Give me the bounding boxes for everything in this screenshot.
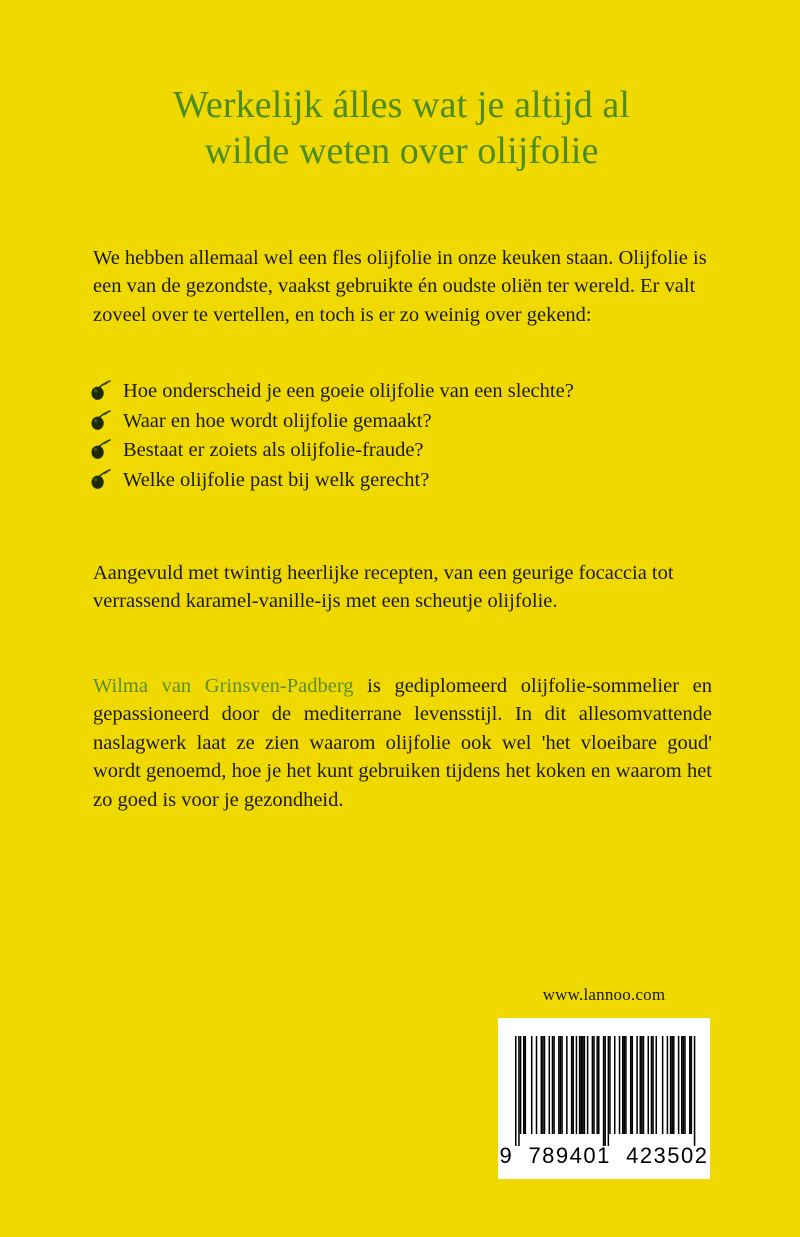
author-name: Wilma van Grinsven-Padberg	[93, 674, 354, 697]
list-item	[88, 466, 728, 494]
author-bio-paragraph	[93, 672, 712, 815]
olive-icon	[88, 468, 112, 492]
list-item-label: Welke olijfolie past bij welk gerecht?	[123, 468, 430, 491]
title-line-1: Werkelijk álles wat je altijd al	[172, 84, 631, 126]
barcode-bars	[515, 1036, 697, 1146]
olive-icon	[88, 409, 112, 433]
olive-icon	[88, 438, 112, 462]
title-line-2: wilde weten over olijfolie	[204, 130, 599, 172]
recipes-paragraph: Aangevuld met twintig heerlijke recepten, van een geurige focaccia tot verrassend karamel-vanille-ijs met een scheutje olijfolie.	[93, 561, 674, 612]
list-item	[88, 436, 728, 464]
barcode	[498, 1018, 710, 1179]
list-item	[88, 377, 728, 405]
barcode-digits: 9 789401 423502	[499, 1143, 709, 1168]
question-list	[88, 377, 728, 495]
olive-icon	[88, 379, 112, 403]
author-bio-text: is gediplomeerd olijfolie-sommelier en gepassioneerd door de mediterrane levensstijl. In dit allesomvattende naslagwerk laat ze zien waarom olijfolie ook wel 'het vloeibare goud' wordt genoemd, hoe je het kunt gebruiken tijdens het koken en waarom het zo goed is voor je gezondheid.	[93, 674, 712, 811]
list-item	[88, 407, 728, 435]
list-item-label: Hoe onderscheid je een goeie olijfolie van een slechte?	[123, 380, 574, 402]
publisher-url[interactable]: www.lannoo.com	[542, 985, 666, 1004]
list-item-label: Bestaat er zoiets als olijfolie-fraude?	[123, 439, 424, 461]
list-item-label: Waar en hoe wordt olijfolie gemaakt?	[123, 409, 432, 432]
intro-paragraph: We hebben allemaal wel een fles olijfolie in onze keuken staan. Olijfolie is een van de gezondste, vaakst gebruikte én oudste oliën ter wereld. Er valt zoveel over te vertellen, en toch is er zo weinig over gekend:	[93, 246, 707, 326]
page-title	[93, 82, 710, 174]
